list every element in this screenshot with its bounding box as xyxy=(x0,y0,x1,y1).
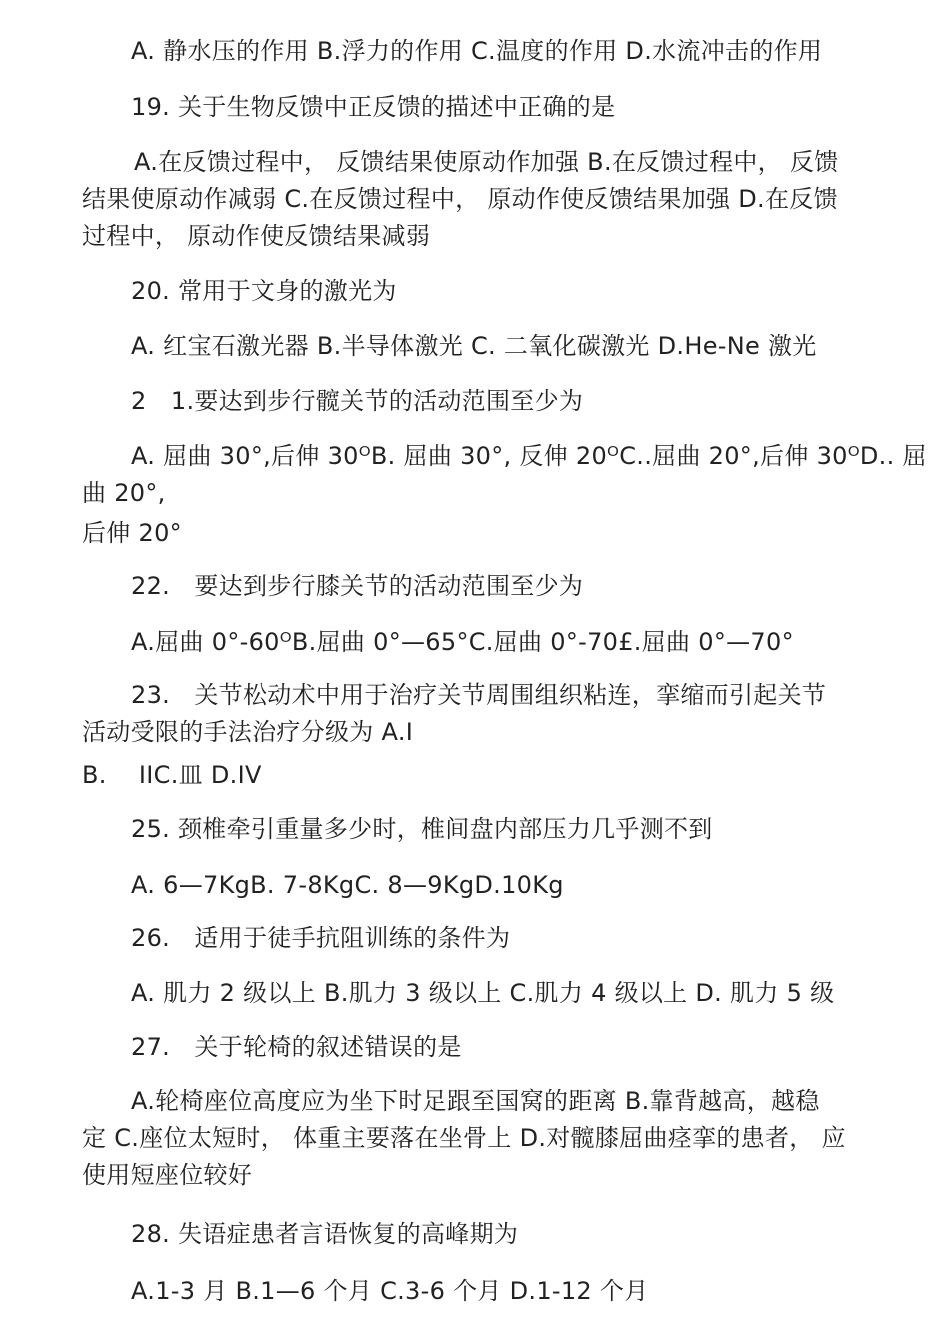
q21-options-line2: 曲 20°, xyxy=(82,479,166,507)
q27-question: 27. 关于轮椅的叙述错误的是 xyxy=(131,1033,462,1061)
q25-options: A. 6—7KgB. 7-8KgC. 8—9KgD.10Kg xyxy=(131,871,564,899)
q23-options: B. IIC.皿 D.IV xyxy=(82,761,262,789)
q21-options-line1: A. 屈曲 30°,后伸 30ᴼB. 屈曲 30°, 反伸 20ᴼC..屈曲 20°,后伸 30ᴼD.. 屈 xyxy=(131,442,927,470)
q26-options: A. 肌力 2 级以上 B.肌力 3 级以上 C.肌力 4 级以上 D. 肌力 5 级 xyxy=(131,979,835,1007)
q23-question-line2: 活动受限的手法治疗分级为 A.I xyxy=(82,718,414,746)
q27-options-line3: 使用短座位较好 xyxy=(82,1161,253,1189)
q27-options-line1: A.轮椅座位高度应为坐下时足跟至国窝的距离 B.靠背越高，越稳 xyxy=(131,1087,820,1115)
q20-question: 20. 常用于文身的激光为 xyxy=(131,277,397,305)
q20-options: A. 红宝石激光器 B.半导体激光 C. 二氧化碳激光 D.He-Ne 激光 xyxy=(131,332,817,360)
q28-options: A.1-3 月 B.1—6 个月 C.3-6 个月 D.1-12 个月 xyxy=(131,1277,649,1305)
q21-options-line3: 后伸 20° xyxy=(82,519,182,547)
q19-options-line2: 结果使原动作减弱 C.在反馈过程中， 原动作使反馈结果加强 D.在反馈 xyxy=(82,185,838,213)
q19-question: 19. 关于生物反馈中正反馈的描述中正确的是 xyxy=(131,93,616,121)
q26-question: 26. 适用于徒手抗阻训练的条件为 xyxy=(131,924,511,952)
q19-options-line1: A.在反馈过程中， 反馈结果使原动作加强 B.在反馈过程中， 反馈 xyxy=(134,148,839,176)
q21-question: 2 1.要达到步行髋关节的活动范围至少为 xyxy=(131,387,584,415)
q28-question: 28. 失语症患者言语恢复的高峰期为 xyxy=(131,1220,519,1248)
q19-options-line3: 过程中， 原动作使反馈结果减弱 xyxy=(82,222,431,250)
q18-options: A. 静水压的作用 B.浮力的作用 C.温度的作用 D.水流冲击的作用 xyxy=(131,37,823,65)
q25-question: 25. 颈椎牵引重量多少时，椎间盘内部压力几乎测不到 xyxy=(131,815,713,843)
q22-question: 22. 要达到步行膝关节的活动范围至少为 xyxy=(131,572,584,600)
q27-options-line2: 定 C.座位太短时， 体重主要落在坐骨上 D.对髋膝屈曲痉挛的患者， 应 xyxy=(82,1124,846,1152)
q22-options: A.屈曲 0°-60ᴼB.屈曲 0°—65°C.屈曲 0°-70£.屈曲 0°—70° xyxy=(131,628,794,656)
q23-question-line1: 23. 关节松动术中用于治疗关节周围组织粘连，挛缩而引起关节 xyxy=(131,681,827,709)
